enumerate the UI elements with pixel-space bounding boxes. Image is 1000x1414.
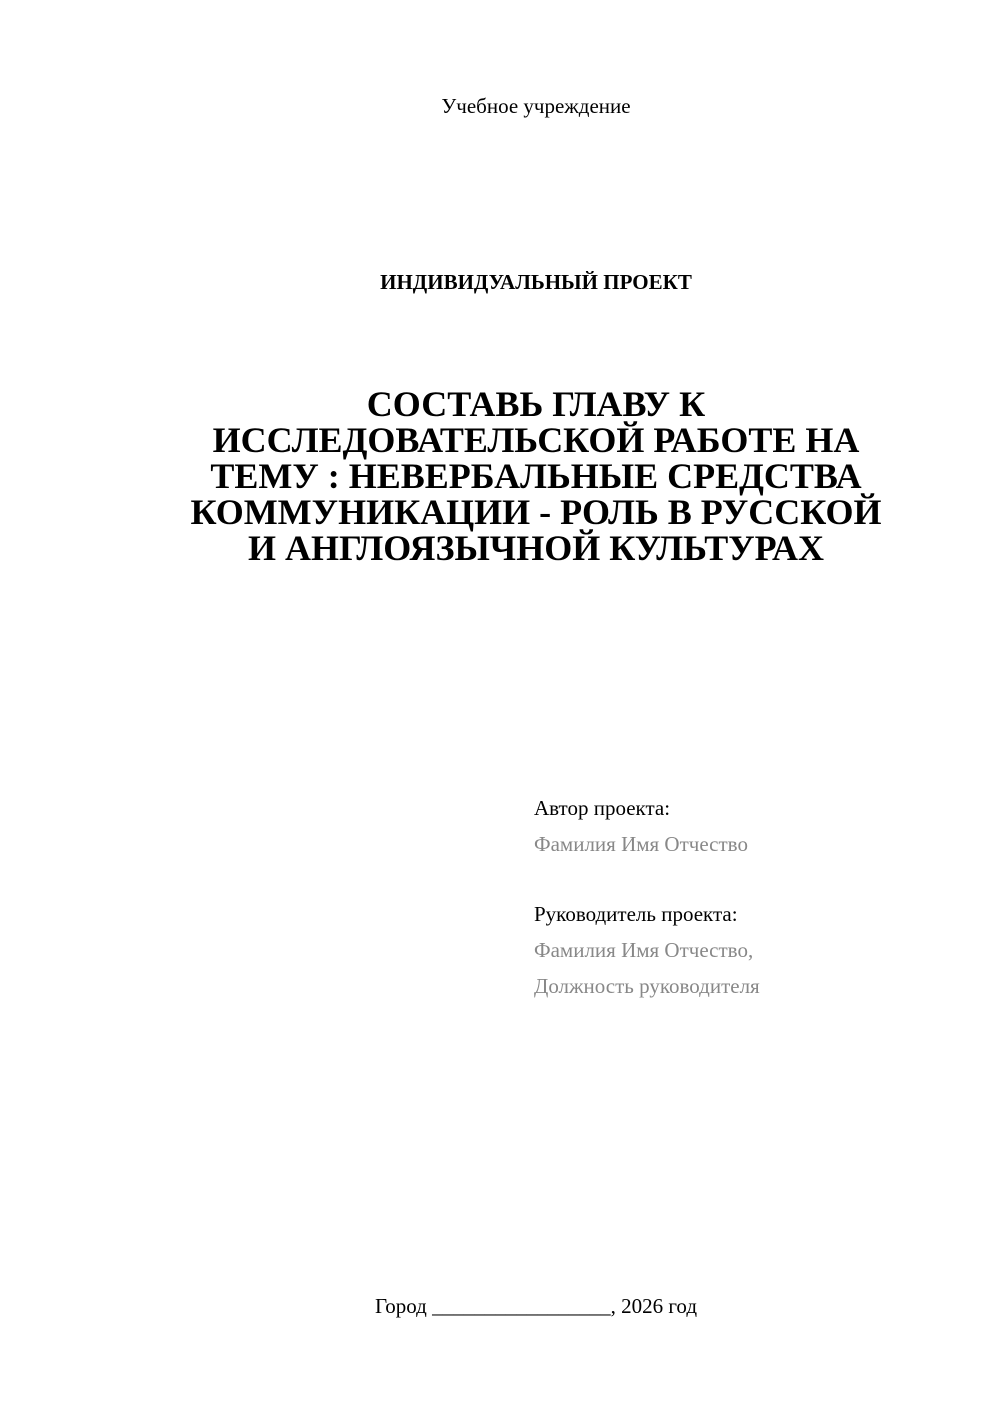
title-line: ТЕМУ : НЕВЕРБАЛЬНЫЕ СРЕДСТВА bbox=[210, 456, 862, 496]
title-line: КОММУНИКАЦИИ - РОЛЬ В РУССКОЙ bbox=[190, 492, 882, 532]
spacer bbox=[534, 862, 974, 896]
document-type: ИНДИВИДУАЛЬНЫЙ ПРОЕКТ bbox=[380, 270, 692, 294]
author-label: Автор проекта: bbox=[534, 796, 671, 820]
supervisor-label: Руководитель проекта: bbox=[534, 902, 738, 926]
authors-block bbox=[534, 790, 974, 1004]
document-title bbox=[140, 386, 932, 566]
title-line: И АНГЛОЯЗЫЧНОЙ КУЛЬТУРАХ bbox=[247, 528, 825, 568]
institution-name: Учебное учреждение bbox=[441, 94, 631, 118]
supervisor-name: Фамилия Имя Отчество, bbox=[534, 938, 754, 962]
city-year-line: Город _________________, 2026 год bbox=[374, 1294, 698, 1318]
author-name: Фамилия Имя Отчество bbox=[534, 832, 748, 856]
supervisor-position: Должность руководителя bbox=[534, 974, 760, 998]
title-line: СОСТАВЬ ГЛАВУ К bbox=[366, 384, 706, 424]
title-line: ИССЛЕДОВАТЕЛЬСКОЙ РАБОТЕ НА bbox=[212, 420, 860, 460]
